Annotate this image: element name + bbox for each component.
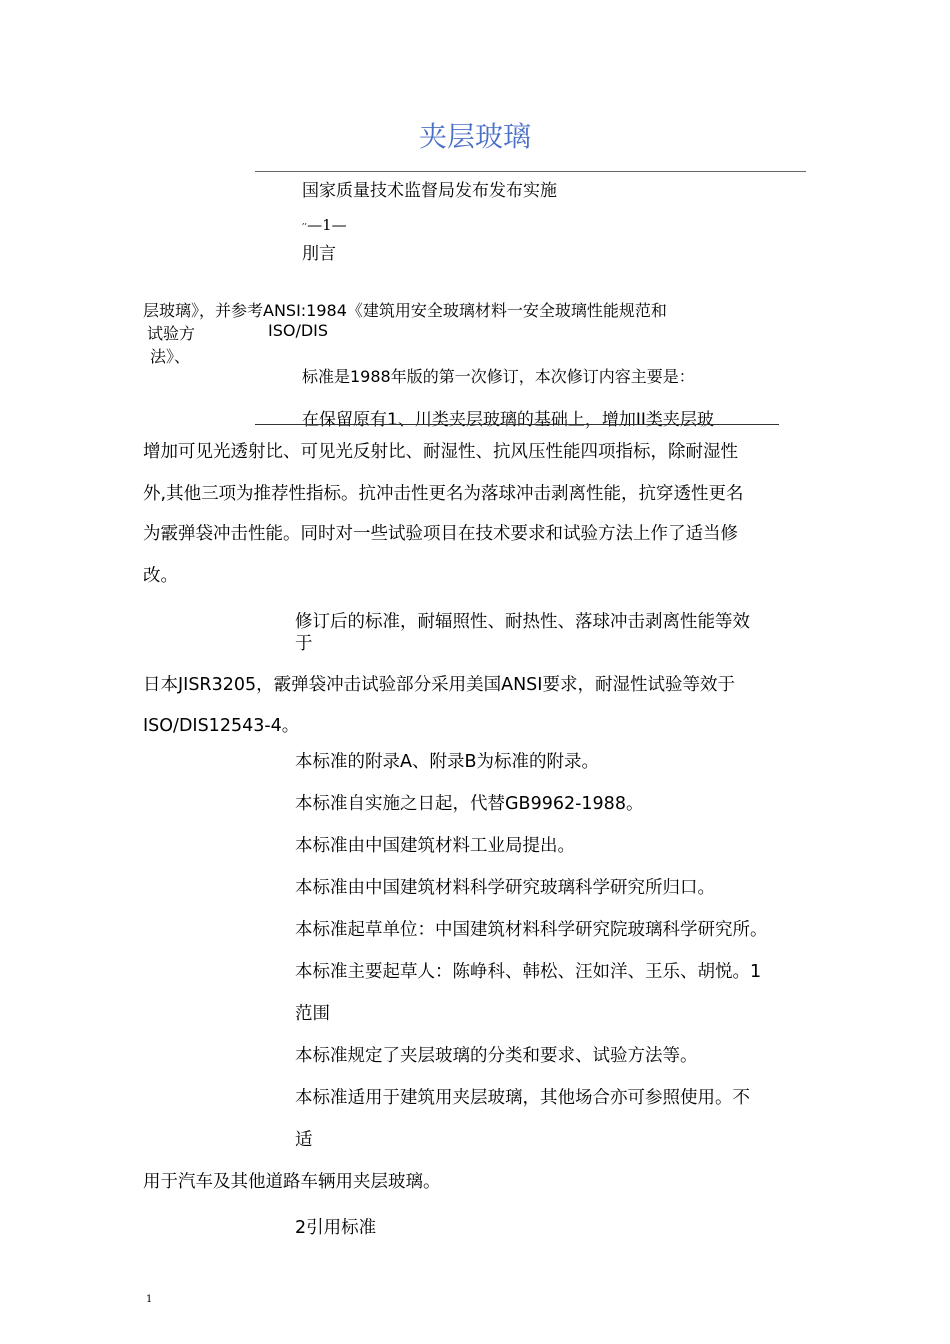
text-line: 修订后的标准，耐辐照性、耐热性、落球冲击剥离性能等效 [295,612,750,632]
text-line: 本标准自实施之日起，代替GB9962-1988。 [295,794,644,814]
text-line: 用于汽车及其他道路车辆用夹层玻璃。 [143,1172,441,1192]
text-line: 法》、 [150,347,191,366]
text-line: 本标准规定了夹层玻璃的分类和要求、试验方法等。 [295,1046,698,1066]
text-line: 增加可见光透射比、可见光反射比、耐湿性、抗风压性能四项指标，除耐湿性 [143,442,738,462]
page-number-value: —1— [307,216,347,234]
text-line: 在保留原有1、川类夹层玻璃的基础上，增加II类夹层玻 [302,410,714,430]
text-line: 外,其他三项为推荐性指标。抗冲击性更名为落球冲击剥离性能，抗穿透性更名 [143,484,744,504]
text-line: 日本JISR3205，霰弹袋冲击试验部分采用美国ANSI要求，耐湿性试验等效于 [143,675,735,695]
section-heading: 范围 [295,1004,330,1024]
text-line: 本标准的附录A、附录B为标准的附录。 [295,752,599,772]
text-line: 层玻璃》，并参考ANSI:1984《建筑用安全玻璃材料一安全玻璃性能规范和 [143,301,667,320]
section-heading: 2引用标准 [295,1218,377,1238]
text-line: 适 [295,1130,313,1150]
text-line: 本标准适用于建筑用夹层玻璃，其他场合亦可参照使用。不 [295,1088,750,1108]
text-line: 试验方 [147,324,196,343]
issuer-line: 国家质量技术监督局发布发布实施 [302,181,557,201]
page-number-prefix: ,, [302,217,308,226]
text-line: 于 [295,634,313,654]
text-line: ISO/DIS12543-4。 [143,716,300,736]
text-line: 本标准由中国建筑材料科学研究玻璃科学研究所归口。 [295,878,715,898]
underline-rule [255,424,779,425]
text-line: 标准是1988年版的第一次修订，本次修订内容主要是： [302,367,695,386]
footer-page-number: 1 [146,1294,153,1305]
text-line: 本标准由中国建筑材料工业局提出。 [295,836,575,856]
text-line: 为霰弹袋冲击性能。同时对一些试验项目在技术要求和试验方法上作了适当修 [143,524,738,544]
page-number [302,216,347,234]
text-line: 本标准起草单位：中国建筑材料科学研究院玻璃科学研究所。 [295,920,768,940]
text-line: 改。 [143,566,178,586]
text-line: ISO/DIS [268,321,329,340]
text-line: 本标准主要起草人：陈峥科、韩松、汪如洋、王乐、胡悦。1 [295,962,762,982]
header-rule [255,171,806,172]
document-title: 夹层玻璃 [418,120,531,153]
preface-heading: 刖言 [302,244,336,264]
